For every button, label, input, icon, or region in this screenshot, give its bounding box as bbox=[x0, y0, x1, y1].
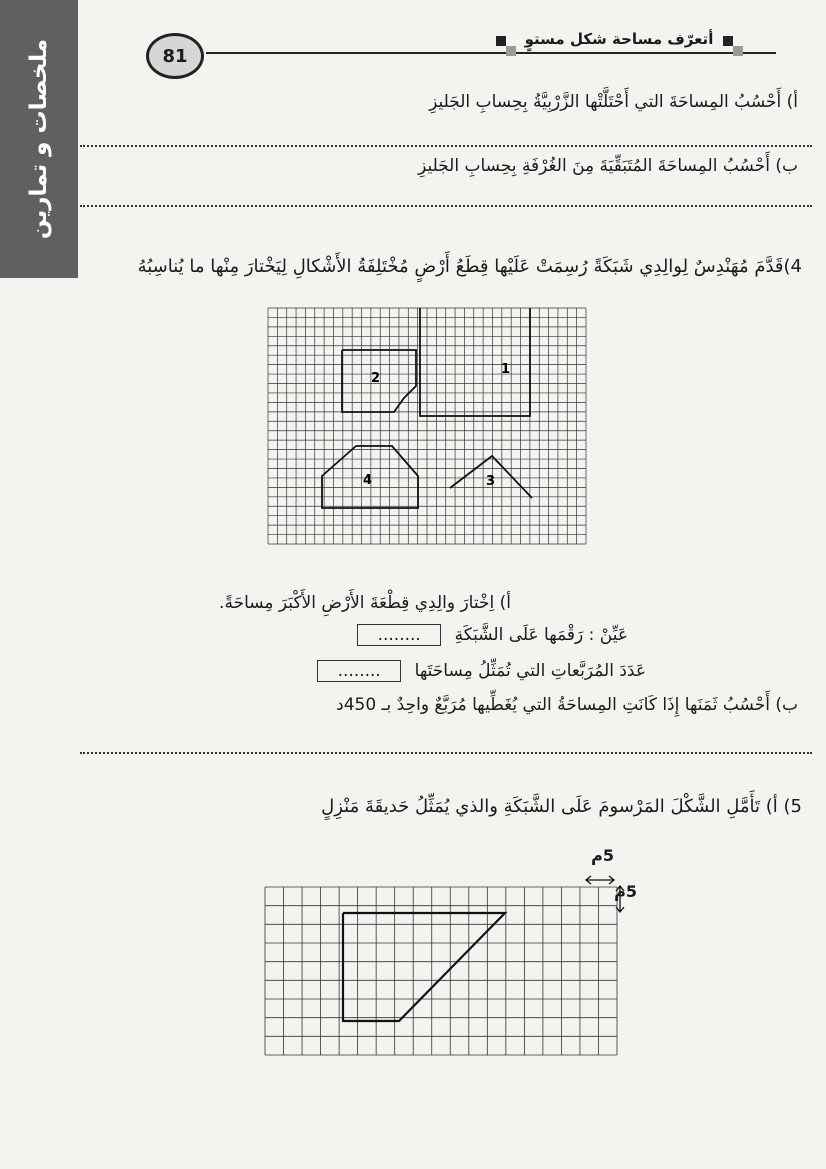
q5-statement: 5) أ) تَأَمَّلِ الشَّكْلَ المَرْسومَ عَلَى الشَّبَكَةِ والذي يُمَثِّلُ حَديقَةَ مَنْزِلٍ bbox=[321, 796, 802, 817]
answer-line bbox=[80, 145, 812, 147]
q4-part-a: أ) اِخْتارَ والِدِي قِطْعَةَ الأَرْضِ الأَكْبَرَ مِساحَةً. bbox=[219, 593, 511, 613]
q4-identify-row bbox=[357, 624, 628, 646]
count-squares-text: عَدَدَ المُرَبَّعاتِ التي تُمَثِّلُ مِساحَتَها bbox=[414, 661, 646, 681]
answer-box-number[interactable]: ........ bbox=[357, 624, 441, 646]
scale-label-horizontal: 5م bbox=[591, 846, 614, 865]
header-square-icon bbox=[506, 46, 516, 56]
answer-line bbox=[80, 752, 812, 754]
shape-label: 2 bbox=[371, 371, 381, 386]
prev-part-b: ب) أَحْسُبُ المِساحَةَ المُتَبَقِّيَةَ مِنَ الغُرْفَةِ بِحِسابِ الجَليزِ bbox=[418, 156, 798, 176]
q4-count-row bbox=[317, 660, 646, 682]
q5-grid bbox=[265, 887, 617, 1055]
answer-box-count[interactable]: ........ bbox=[317, 660, 401, 682]
sidebar-title: ملخصات و تمارين bbox=[26, 38, 53, 240]
page-number: 81 bbox=[146, 33, 204, 79]
q4-grid bbox=[268, 308, 586, 544]
shape-label: 1 bbox=[501, 362, 511, 377]
scale-label-vertical: 5م bbox=[614, 882, 637, 901]
header-square-icon bbox=[496, 36, 506, 46]
header-square-icon bbox=[723, 36, 733, 46]
sidebar-title-wrap bbox=[0, 0, 78, 278]
prev-part-a: أ) أَحْسُبُ المِساحَةَ التي أَحْتَلَّتْها الزَّرْبِيَّةُ بِحِسابِ الجَليزِ bbox=[429, 92, 798, 112]
header-rule bbox=[206, 52, 776, 54]
answer-line bbox=[80, 205, 812, 207]
identify-number-text: عَيِّنْ : رَقْمَها عَلَى الشَّبَكَةِ bbox=[454, 625, 628, 645]
q4-part-b: ب) أَحْسُبُ ثَمَنَها إِذَا كَانَتِ المِساحَةُ التي يُغَطِّيها مُرَبَّعٌ واحِدٌ بـ 450د bbox=[336, 695, 798, 715]
page-title: أتعرّف مساحة شكل مستوٍ bbox=[524, 30, 714, 48]
header-square-icon bbox=[733, 46, 743, 56]
q4-statement: 4)قَدَّمَ مُهَنْدِسٌ لِوالِدِي شَبَكَةً رُسِمَتْ عَلَيْها قِطَعُ أَرْضٍ مُخْتَلِفَةُ الأَشْكالِ لِيَخْتارَ مِنْها ما يُناسِبُهُ bbox=[137, 256, 802, 277]
shape-label: 4 bbox=[363, 473, 373, 488]
shape-label: 3 bbox=[486, 474, 496, 489]
